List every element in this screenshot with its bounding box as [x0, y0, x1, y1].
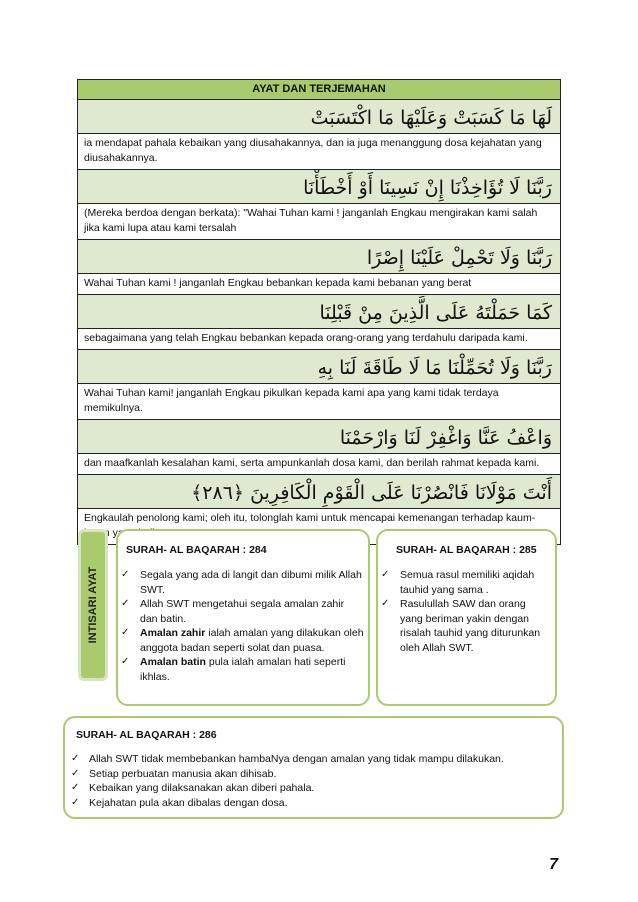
checkmark-icon: ✓	[121, 656, 130, 667]
intisari-ayat-tab	[78, 529, 108, 681]
arabic-verse: رَبَّنَا وَلَا تُحَمِّلْنَا مَا لَا طَاقَةَ لَنَا بِهِ	[78, 350, 560, 383]
checkmark-icon: ✓	[71, 753, 80, 764]
ayat-row	[78, 170, 560, 240]
list-item	[65, 796, 555, 811]
surah-286-title: SURAH- AL BAQARAH : 286	[76, 729, 217, 741]
intisari-ayat-label: INTISARI AYAT	[87, 566, 99, 644]
item-bold: Amalan zahir	[140, 627, 206, 639]
verse-translation: (Mereka berdoa dengan berkata): "Wahai Tuhan kami ! janganlah Engkau mengirakan kami salah jika kami lupa atau kami tersalah	[78, 203, 560, 239]
item-text: Semua rasul memiliki aqidah tauhid yang sama .	[400, 569, 535, 596]
surah-284-title: SURAH- AL BAQARAH : 284	[126, 544, 267, 556]
list-item	[378, 568, 550, 597]
surah-286-list	[65, 752, 555, 810]
surah-284-list	[118, 568, 364, 684]
list-item	[65, 781, 555, 796]
list-item	[65, 767, 555, 782]
item-text: Kebaikan yang dilaksanakan akan diberi pahala.	[89, 782, 315, 794]
item-text: Setiap perbuatan manusia akan dihisab.	[89, 767, 277, 780]
item-text: Allah SWT mengetahui segala amalan zahir dan batin.	[140, 598, 345, 625]
ayat-table	[77, 79, 561, 545]
verse-translation: sebagaimana yang telah Engkau bebankan kepada orang-orang yang terdahulu daripada kami.	[78, 328, 560, 349]
surah-284-box	[116, 529, 370, 706]
checkmark-icon: ✓	[71, 796, 80, 808]
ayat-row	[78, 350, 560, 420]
item-text: Allah SWT tidak membebankan hambaNya dengan amalan yang tidak mampu dilakukan.	[89, 753, 504, 765]
surah-286-box	[63, 716, 564, 819]
item-bold: Amalan batin	[140, 656, 206, 668]
checkmark-icon: ✓	[71, 782, 80, 793]
list-item	[118, 597, 364, 626]
verse-translation: ia mendapat pahala kebaikan yang diusahakannya, dan ia juga menanggung dosa kejahatan yang diusahakannya.	[78, 133, 560, 169]
table-header: AYAT DAN TERJEMAHAN	[78, 80, 560, 100]
checkmark-icon: ✓	[71, 767, 80, 779]
surah-285-list	[378, 568, 550, 655]
verse-translation: Engkaulah penolong kami; oleh itu, tolonglah kami untuk mencapai kemenangan terhadap kaum-	[78, 508, 560, 544]
ayat-row	[78, 420, 560, 475]
arabic-verse: أَنْتَ مَوْلَانَا فَانْصُرْنَا عَلَى الْقَوْمِ الْكَافِرِينَ ﴿٢٨٦﴾	[78, 475, 560, 508]
verse-translation: dan maafkanlah kesalahan kami, serta ampunkanlah dosa kami, dan berilah rahmat kepada kami.	[78, 453, 560, 474]
checkmark-icon: ✓	[121, 598, 130, 609]
list-item	[118, 568, 364, 597]
checkmark-icon: ✓	[381, 569, 390, 580]
page-number: 7	[549, 856, 558, 873]
list-item	[65, 752, 555, 767]
list-item	[118, 626, 364, 655]
arabic-verse: رَبَّنَا وَلَا تَحْمِلْ عَلَيْنَا إِصْرًا	[78, 240, 560, 273]
verse-translation: Wahai Tuhan kami! janganlah Engkau pikulkan kepada kami apa yang kami tidak terdaya memikulnya.	[78, 383, 560, 419]
arabic-verse: رَبَّنَا لَا تُؤَاخِذْنَا إِنْ نَسِينَا أَوْ أَخْطَأْنَا	[78, 170, 560, 203]
ayat-row	[78, 100, 560, 170]
arabic-verse: كَمَا حَمَلْتَهُ عَلَى الَّذِينَ مِنْ قَبْلِنَا	[78, 295, 560, 328]
ayat-row	[78, 295, 560, 350]
ayat-row	[78, 240, 560, 295]
checkmark-icon: ✓	[121, 627, 130, 638]
list-item	[118, 655, 364, 684]
verse-translation: Wahai Tuhan kami ! janganlah Engkau bebankan kepada kami bebanan yang berat	[78, 273, 560, 294]
arabic-verse: وَاعْفُ عَنَّا وَاغْفِرْ لَنَا وَارْحَمْنَا	[78, 420, 560, 453]
item-text: ialah amalan yang dilakukan oleh anggota badan seperti solat dan puasa.	[140, 627, 364, 654]
item-text: Rasulullah SAW dan orang yang beriman yakin dengan risalah tauhid yang diturunkan oleh Allah SWT.	[400, 598, 541, 654]
checkmark-icon: ✓	[121, 569, 130, 580]
item-text: pula ialah amalan hati seperti ikhlas.	[140, 656, 346, 683]
list-item	[378, 597, 550, 655]
surah-285-title: SURAH- AL BAQARAH : 285	[396, 544, 537, 556]
item-text: Kejahatan pula akan dibalas dengan dosa.	[89, 796, 288, 809]
surah-285-box	[376, 529, 557, 706]
checkmark-icon: ✓	[381, 598, 390, 609]
arabic-verse: لَهَا مَا كَسَبَتْ وَعَلَيْهَا مَا اكْتَسَبَتْ	[78, 100, 560, 133]
item-text: Segala yang ada di langit dan dibumi milik Allah SWT.	[140, 569, 362, 596]
